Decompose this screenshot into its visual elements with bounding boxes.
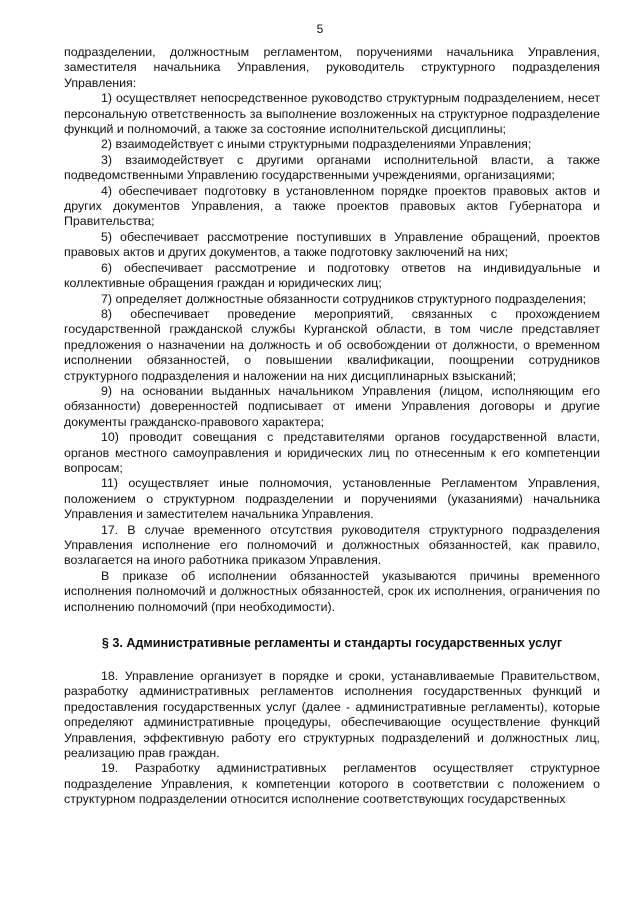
section-heading: § 3. Административные регламенты и стандарты государственных услуг xyxy=(101,636,563,651)
list-item: 8) обеспечивает проведение мероприятий, связанных с прохождением государственной гражданской службы Курганской области, в том числе представляет предложения о назначении на должность и об освобождении от должности, о временном исполнении обязанностей, о повышении квалификации, поощрении сотрудников структурного подразделения и наложении на них дисциплинарных взысканий; xyxy=(64,306,600,383)
page-number: 5 xyxy=(316,22,324,36)
paragraph: подразделении, должностным регламентом, поручениями начальника Управления, заместителя начальника Управления, руководитель структурного подразделения Управления: xyxy=(64,45,600,90)
list-item: 6) обеспечивает рассмотрение и подготовку ответов на индивидуальные и коллективные обращения граждан и юридических лиц; xyxy=(64,260,600,291)
list-item: 11) осуществляет иные полномочия, установленные Регламентом Управления, положением о структурном подразделении и поручениями (указаниями) начальника Управления и заместителем начальника Управления. xyxy=(64,476,600,522)
paragraph: 17. В случае временного отсутствия руководителя структурного подразделения Управления исполнение его полномочий и должностных обязанностей, как правило, возлагается на иного работника приказом Управления. xyxy=(64,522,600,568)
paragraph: 19. Разработку административных регламентов осуществляет структурное подразделение Управления, к компетенции которого в соответствии с положением о структурном подразделении относится исполнение соответствующих государственных xyxy=(64,761,600,807)
list-item: 4) обеспечивает подготовку в установленном порядке проектов правовых актов и других документов Управления, а также проектов правовых актов Губернатора и Правительства; xyxy=(64,183,600,229)
paragraph: 18. Управление организует в порядке и сроки, устанавливаемые Правительством, разработку административных регламентов исполнения государственных функций и предоставления государственных услуг (далее - административные регламенты), которые определяют административные процедуры, обеспечивающие осуществление функций Управления, эффективную работу его структурных подразделений и должностных лиц, реализацию прав граждан. xyxy=(64,669,600,761)
list-item: 9) на основании выданных начальником Управления (лицом, исполняющим его обязанности) доверенностей подписывает от имени Управления договоры и другие документы гражданско-правового характера; xyxy=(64,383,600,429)
document-body xyxy=(64,45,600,808)
list-item: 5) обеспечивает рассмотрение поступивших в Управление обращений, проектов правовых актов и других документов, а также подготовку заключений на них; xyxy=(64,229,600,260)
list-item: 10) проводит совещания с представителями органов государственной власти, органов местного самоуправления и юридических лиц по отнесенным к его компетенции вопросам; xyxy=(64,430,600,475)
list-item: 7) определяет должностные обязанности сотрудников структурного подразделения; xyxy=(101,291,587,306)
list-item: 3) взаимодействует с другими органами исполнительной власти, а также подведомственными Управлению государственными учреждениями, организациями; xyxy=(64,152,600,183)
list-item: 1) осуществляет непосредственное руководство структурным подразделением, несет персональную ответственность за выполнение возложенных на структурное подразделение функций и полномочий, а также за состояние исполнительской дисциплины; xyxy=(64,91,600,137)
paragraph: В приказе об исполнении обязанностей указываются причины временного исполнения полномочий и должностных обязанностей, срок их исполнения, ограничения по исполнению полномочий (при необходимости). xyxy=(64,568,600,614)
list-item: 2) взаимодействует с иными структурными подразделениями Управления; xyxy=(101,137,532,152)
